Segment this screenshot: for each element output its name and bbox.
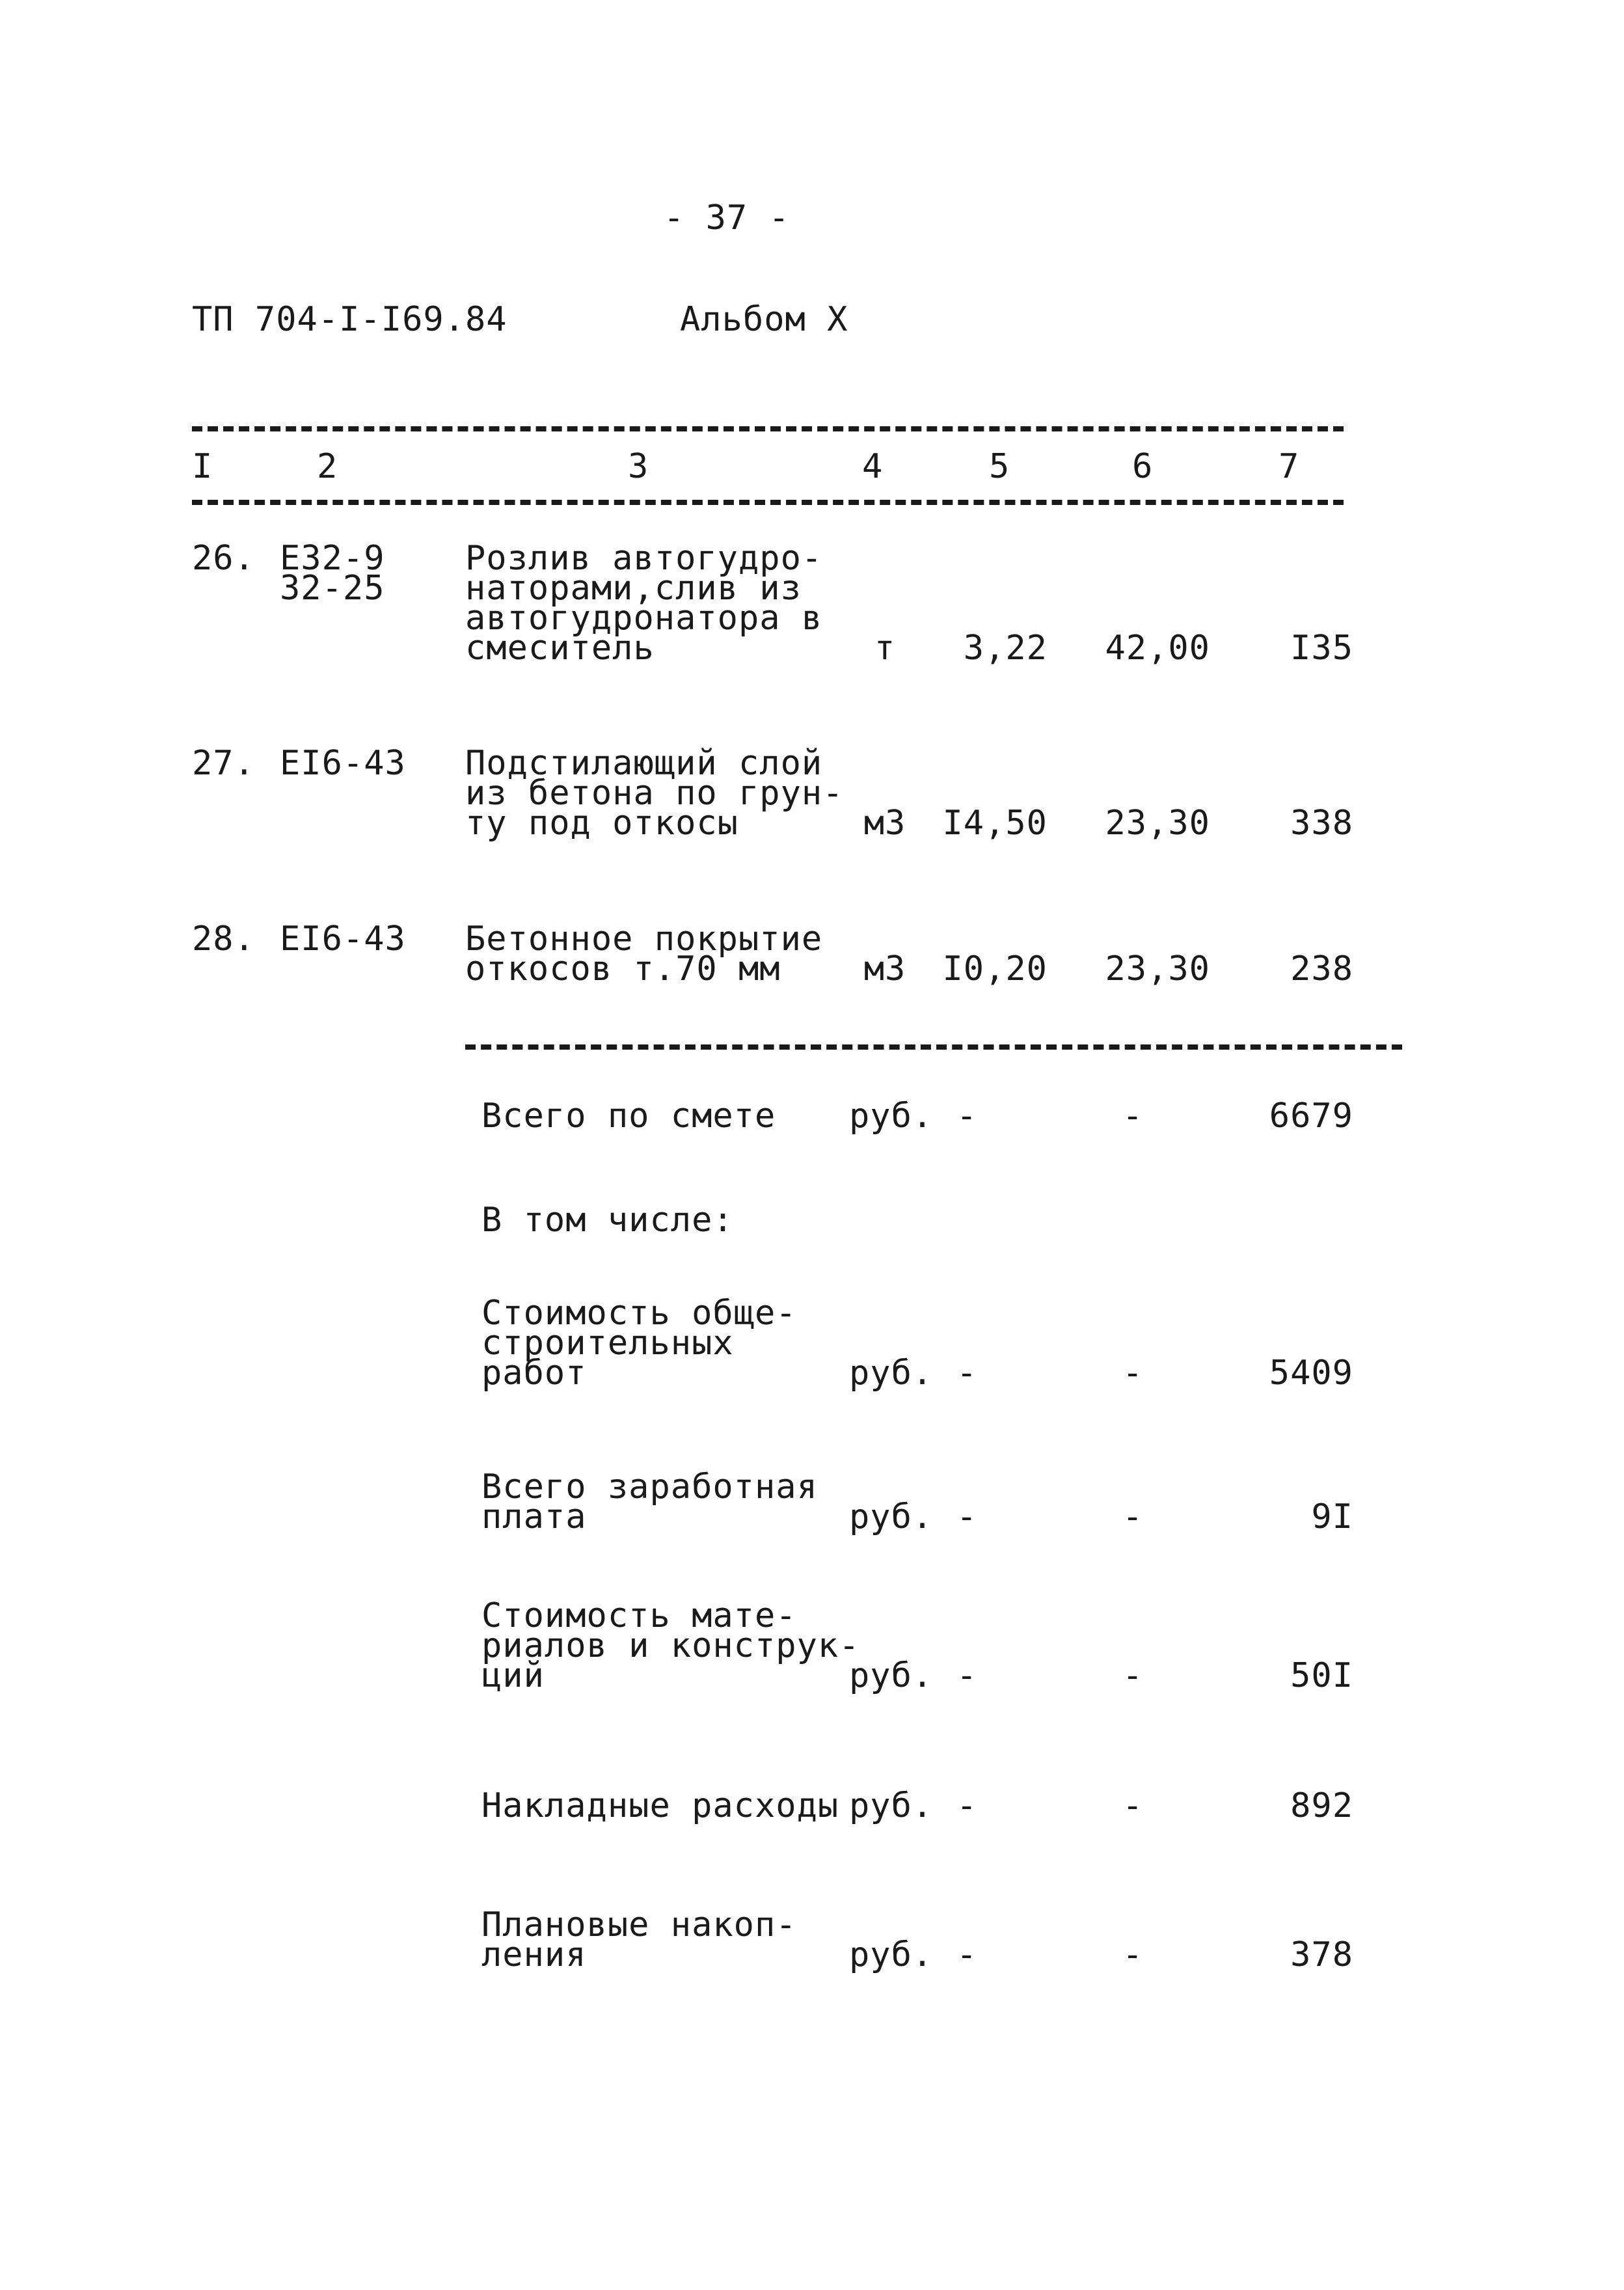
column-header-7: 7 — [1279, 447, 1300, 486]
summary-value: 9I — [1311, 1497, 1353, 1536]
summary-dash-5: - — [956, 1935, 978, 1974]
summary-unit: руб. — [849, 1354, 934, 1393]
page-number: - 37 - — [664, 198, 790, 238]
work-description-line: откосов т.70 мм — [465, 949, 781, 988]
unit-cell: м3 — [863, 804, 906, 843]
summary-value: 50I — [1290, 1656, 1353, 1695]
work-description-line: автогудронатора в — [465, 599, 823, 638]
total-cell: 338 — [1290, 804, 1353, 843]
summary-unit: руб. — [849, 1097, 934, 1136]
summary-dash-6: - — [1122, 1935, 1144, 1974]
summary-dash-5: - — [956, 1656, 978, 1695]
summary-dash-5: - — [956, 1497, 978, 1536]
norm-code: Е32-9 — [280, 539, 385, 578]
summary-label: ления — [481, 1935, 587, 1974]
quantity-cell: I4,50 — [942, 804, 1048, 843]
summary-unit: руб. — [849, 1786, 934, 1825]
summary-dash-6: - — [1122, 1097, 1144, 1136]
work-description-line: Подстилающий слой — [465, 744, 823, 783]
column-header-5: 5 — [989, 447, 1010, 486]
norm-code: ЕI6-43 — [280, 744, 406, 783]
summary-unit: руб. — [849, 1656, 934, 1695]
summary-dash-5: - — [956, 1354, 978, 1393]
summary-dash-5: - — [956, 1097, 978, 1136]
header-top-rule — [192, 426, 1344, 431]
summary-dash-6: - — [1122, 1497, 1144, 1536]
total-cell: 238 — [1290, 949, 1353, 988]
summary-unit: руб. — [849, 1497, 934, 1536]
work-description-line: из бетона по грун- — [465, 774, 844, 813]
summary-label: Всего по смете — [481, 1097, 776, 1136]
work-description-line: наторами,слив из — [465, 569, 802, 608]
summary-value: 892 — [1290, 1786, 1353, 1825]
quantity-cell: I0,20 — [942, 949, 1048, 988]
quantity-cell: 3,22 — [963, 629, 1048, 668]
summary-dash-5: - — [956, 1786, 978, 1825]
header-bottom-rule — [192, 500, 1344, 505]
row-number: 27. — [192, 744, 255, 783]
summary-dash-6: - — [1122, 1354, 1144, 1393]
column-header-3: 3 — [628, 447, 649, 486]
work-description-line: ту под откосы — [465, 804, 738, 843]
summary-value: 378 — [1290, 1935, 1353, 1974]
summary-label: работ — [481, 1354, 587, 1393]
summary-label: Стоимость обще- — [481, 1294, 797, 1333]
summary-value: 5409 — [1269, 1354, 1353, 1393]
summary-value: 6679 — [1269, 1097, 1353, 1136]
summary-dash-6: - — [1122, 1786, 1144, 1825]
norm-code: 32-25 — [280, 569, 385, 608]
summary-label: ций — [481, 1656, 545, 1695]
album-label: Альбом X — [680, 300, 848, 339]
unit-cell: м3 — [863, 949, 906, 988]
unit-price-cell: 23,30 — [1105, 804, 1210, 843]
summary-label: Всего заработная — [481, 1467, 818, 1506]
summary-label: плата — [481, 1497, 587, 1536]
summary-label: Стоимость мате- — [481, 1596, 797, 1635]
unit-price-cell: 23,30 — [1105, 949, 1210, 988]
work-description-line: Розлив автогудро- — [465, 539, 823, 578]
column-header-1: I — [192, 447, 213, 486]
unit-cell: т — [874, 629, 896, 668]
document-code: ТП 704-I-I69.84 — [192, 300, 508, 339]
summary-separator-rule — [465, 1044, 1402, 1050]
summary-dash-6: - — [1122, 1656, 1144, 1695]
summary-label: Плановые накоп- — [481, 1905, 797, 1944]
work-description-line: смеситель — [465, 629, 655, 668]
summary-unit: руб. — [849, 1935, 934, 1974]
row-number: 26. — [192, 539, 255, 578]
summary-label: Накладные расходы — [481, 1786, 839, 1825]
work-description-line: Бетонное покрытие — [465, 920, 823, 959]
including-heading: В том числе: — [481, 1201, 734, 1240]
norm-code: ЕI6-43 — [280, 920, 406, 959]
column-header-2: 2 — [317, 447, 338, 486]
row-number: 28. — [192, 920, 255, 959]
column-header-4: 4 — [862, 447, 884, 486]
unit-price-cell: 42,00 — [1105, 629, 1210, 668]
column-header-6: 6 — [1132, 447, 1154, 486]
summary-label: строительных — [481, 1324, 734, 1363]
summary-label: риалов и конструк- — [481, 1626, 860, 1665]
total-cell: I35 — [1290, 629, 1353, 668]
